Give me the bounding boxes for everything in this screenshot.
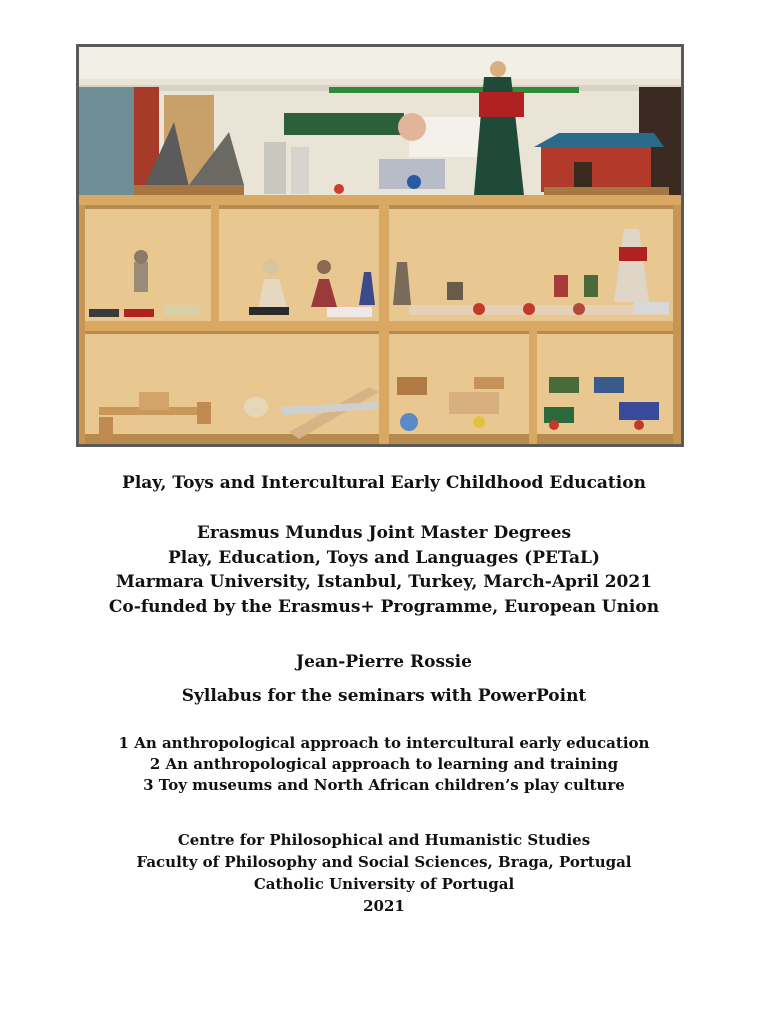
program-line: Play, Education, Toys and Languages (PETaL) [168,547,600,568]
author-name: Jean-Pierre Rossie [296,652,472,672]
affiliation-line: Faculty of Philosophy and Social Sciences, Braga, Portugal [136,853,632,871]
author [0,652,768,672]
cover-photo [76,44,684,447]
program-block [0,521,768,619]
affiliation-line: Centre for Philosophical and Humanistic Studies [177,831,591,849]
publication-year: 2021 [363,897,405,915]
seminar-list [0,733,768,796]
toy-shelf-illustration [79,47,681,444]
title-text: Play, Toys and Intercultural Early Childhood Education [122,473,646,493]
affiliation-line: Catholic University of Portugal [253,875,515,893]
program-line: Marmara University, Istanbul, Turkey, March-April 2021 [115,572,653,592]
document-title [0,473,768,493]
seminar-item: 1 An anthropological approach to intercultural early education [118,734,650,752]
seminar-item: 3 Toy museums and North African children’s play culture [143,776,625,794]
seminar-item: 2 An anthropological approach to learning and training [149,755,619,773]
program-line: Co-funded by the Erasmus+ Programme, European Union [108,596,660,617]
subtitle-text: Syllabus for the seminars with PowerPoint [181,686,587,706]
program-line: Erasmus Mundus Joint Master Degrees [196,523,572,543]
affiliation-block [0,829,768,917]
subtitle [0,686,768,706]
